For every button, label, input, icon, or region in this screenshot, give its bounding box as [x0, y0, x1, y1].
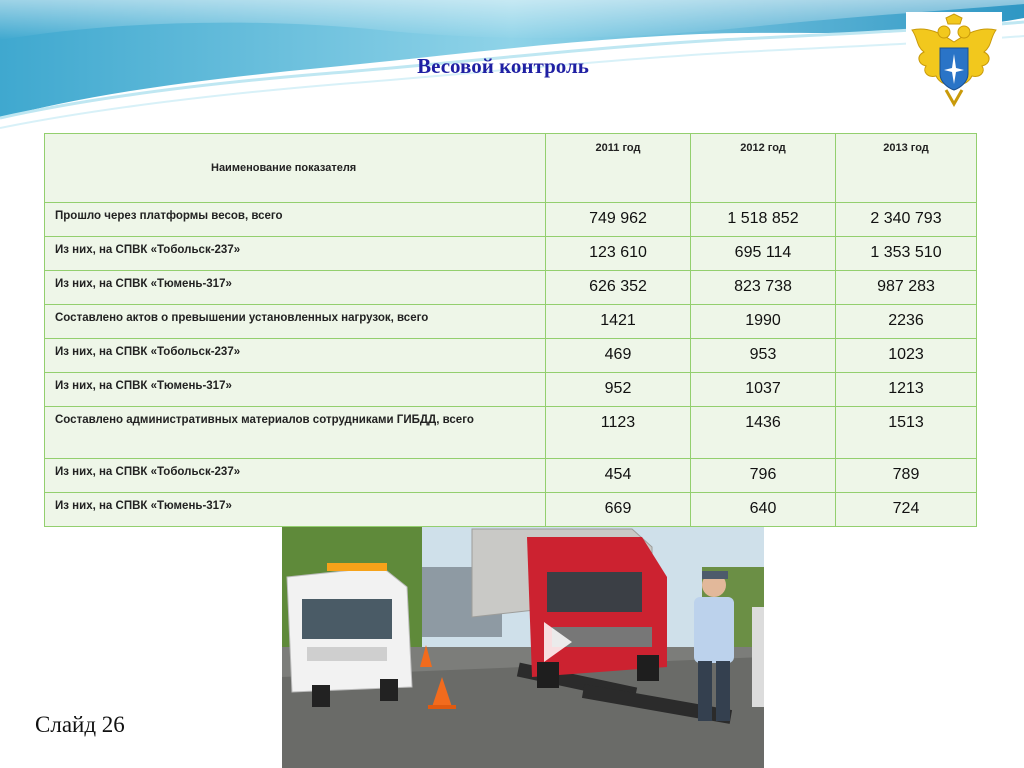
cell-2011: 123 610: [546, 237, 691, 271]
emblem-eagle-icon: [906, 12, 1002, 112]
cell-2011: 469: [546, 339, 691, 373]
weight-control-table: [44, 133, 977, 527]
table-row: [45, 305, 977, 339]
table-row: [45, 271, 977, 305]
cell-2013: 789: [836, 459, 977, 493]
row-label: Из них, на СПВК «Тюмень-317»: [45, 493, 546, 527]
table-row: [45, 373, 977, 407]
cell-2013: 724: [836, 493, 977, 527]
table-row: [45, 203, 977, 237]
cell-2012: 953: [691, 339, 836, 373]
row-label: Из них, на СПВК «Тобольск-237»: [45, 237, 546, 271]
table-row: [45, 339, 977, 373]
cell-2012: 823 738: [691, 271, 836, 305]
cell-2012: 1037: [691, 373, 836, 407]
row-label: Из них, на СПВК «Тобольск-237»: [45, 339, 546, 373]
cell-2013: 1213: [836, 373, 977, 407]
table-row: [45, 237, 977, 271]
cell-2011: 1123: [546, 407, 691, 459]
cell-2012: 695 114: [691, 237, 836, 271]
table-row: [45, 407, 977, 459]
cell-2013: 1023: [836, 339, 977, 373]
cell-2012: 1990: [691, 305, 836, 339]
cell-2011: 669: [546, 493, 691, 527]
cell-2012: 796: [691, 459, 836, 493]
slide-title: Весовой контроль: [417, 54, 589, 78]
column-header-2012: 2012 год: [691, 134, 836, 203]
weighing-station-photo: [282, 527, 764, 768]
slide-number: Слайд 26: [35, 712, 125, 737]
table-row: [45, 459, 977, 493]
table-row: [45, 493, 977, 527]
cell-2013: 2236: [836, 305, 977, 339]
row-label: Из них, на СПВК «Тюмень-317»: [45, 271, 546, 305]
column-header-2013: 2013 год: [836, 134, 977, 203]
cell-2011: 626 352: [546, 271, 691, 305]
row-label: Из них, на СПВК «Тюмень-317»: [45, 373, 546, 407]
row-label: Прошло через платформы весов, всего: [45, 203, 546, 237]
cell-2012: 1436: [691, 407, 836, 459]
cell-2013: 987 283: [836, 271, 977, 305]
column-header-indicator: Наименование показателя: [45, 134, 546, 203]
cell-2011: 952: [546, 373, 691, 407]
cell-2013: 1513: [836, 407, 977, 459]
table-header-row: [45, 134, 977, 203]
cell-2013: 1 353 510: [836, 237, 977, 271]
row-label: Составлено административных материалов сотрудниками ГИБДД, всего: [45, 407, 546, 459]
row-label: Составлено актов о превышении установленных нагрузок, всего: [45, 305, 546, 339]
column-header-2011: 2011 год: [546, 134, 691, 203]
cell-2012: 640: [691, 493, 836, 527]
cell-2011: 749 962: [546, 203, 691, 237]
row-label: Из них, на СПВК «Тобольск-237»: [45, 459, 546, 493]
cell-2012: 1 518 852: [691, 203, 836, 237]
cell-2013: 2 340 793: [836, 203, 977, 237]
cell-2011: 1421: [546, 305, 691, 339]
cell-2011: 454: [546, 459, 691, 493]
